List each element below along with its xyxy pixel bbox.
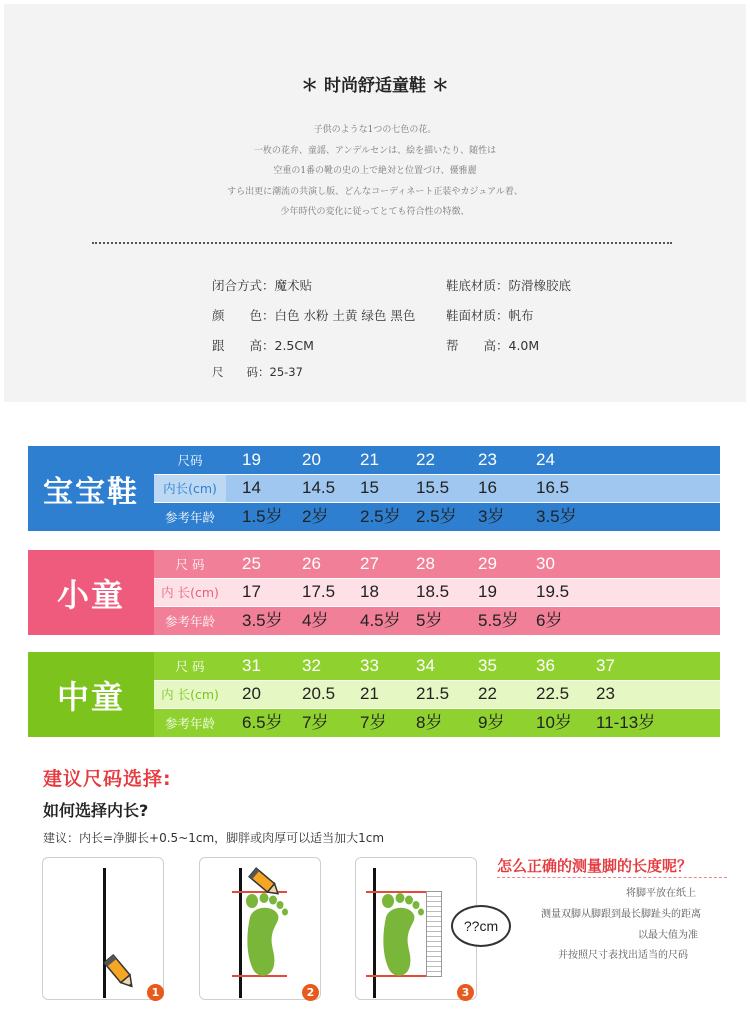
pencil-icon xyxy=(246,866,286,900)
spec-color: 颜 色：白色 水粉 土黄 绿色 黑色 xyxy=(212,308,416,323)
table-cell: 20 xyxy=(302,450,321,469)
table-cell: 34 xyxy=(416,656,435,675)
foot-icon xyxy=(240,891,290,977)
table-cell: 6.5岁 xyxy=(242,713,283,732)
table-cell: 3.5岁 xyxy=(242,611,283,630)
table-cell: 18.5 xyxy=(416,582,450,601)
length-row xyxy=(154,680,720,708)
row-caption: 参考年龄 xyxy=(164,614,215,629)
how-step: 测量双脚从脚跟到最长脚趾头的距离 xyxy=(541,909,701,920)
table-cell: 14.5 xyxy=(302,478,336,497)
table-cell: 4岁 xyxy=(302,611,329,630)
table-cell: 37 xyxy=(596,656,615,675)
table-cell: 23 xyxy=(596,684,615,703)
table-cell: 33 xyxy=(360,656,379,675)
question-underline xyxy=(497,877,727,878)
product-poem xyxy=(4,120,746,223)
size-table-1 xyxy=(28,446,720,531)
how-step: 将脚平放在纸上 xyxy=(626,888,696,899)
table-cell: 21 xyxy=(360,450,379,469)
row-caption: 尺 码 xyxy=(175,659,205,674)
length-row xyxy=(154,474,720,502)
how-step: 并按照尺寸表找出适当的尺码 xyxy=(558,950,688,961)
guide-subtitle: 如何选择内长? xyxy=(43,801,149,820)
table-cell: 2.5岁 xyxy=(416,507,457,526)
step-card-1 xyxy=(42,857,164,1000)
table-cell: 11-13岁 xyxy=(596,713,656,732)
table-cell: 24 xyxy=(536,450,555,469)
table-cell: 2岁 xyxy=(302,507,329,526)
row-caption: 参考年龄 xyxy=(164,716,215,731)
table-cell: 4.5岁 xyxy=(360,611,401,630)
row-caption: 参考年龄 xyxy=(164,510,215,525)
size-table-title: 宝宝鞋 xyxy=(28,446,154,531)
table-cell: 8岁 xyxy=(416,713,443,732)
row-separator xyxy=(154,708,720,709)
table-cell: 15.5 xyxy=(416,478,450,497)
spec-sole: 鞋底材质：防滑橡胶底 xyxy=(446,278,572,293)
measure-bubble: ??cm xyxy=(451,905,511,947)
table-cell: 19.5 xyxy=(536,582,570,601)
poem-line: 一枚の花弁、童謡、アンデルセンは、絵を描いたり、随性は xyxy=(253,145,497,156)
row-caption: 尺码 xyxy=(177,453,203,468)
table-cell: 23 xyxy=(478,450,497,469)
spec-upper: 鞋面材质：帆布 xyxy=(446,308,534,323)
spec-size: 尺 码：25-37 xyxy=(212,365,303,379)
step-number: 2 xyxy=(302,984,319,1001)
table-cell: 26 xyxy=(302,554,321,573)
row-separator xyxy=(154,680,720,681)
table-cell: 35 xyxy=(478,656,497,675)
table-cell: 31 xyxy=(242,656,261,675)
table-cell: 21.5 xyxy=(416,684,450,703)
size-row xyxy=(154,446,720,474)
table-cell: 1.5岁 xyxy=(242,507,283,526)
ruler-icon xyxy=(426,891,442,977)
table-cell: 6岁 xyxy=(536,611,563,630)
table-cell: 30 xyxy=(536,554,555,573)
size-table-title: 中童 xyxy=(28,652,154,737)
row-caption: 内 长(cm) xyxy=(154,680,226,708)
pencil-icon xyxy=(99,950,143,994)
row-caption: 内长(cm) xyxy=(154,474,226,502)
step-number: 1 xyxy=(147,984,164,1001)
table-cell: 14 xyxy=(242,478,261,497)
table-cell: 18 xyxy=(360,582,379,601)
table-cell: 20 xyxy=(242,684,261,703)
how-question: 怎么正确的测量脚的长度呢？ xyxy=(497,857,693,875)
table-cell: 9岁 xyxy=(478,713,505,732)
product-intro-panel xyxy=(4,4,746,402)
table-cell: 5.5岁 xyxy=(478,611,519,630)
table-cell: 32 xyxy=(302,656,321,675)
table-cell: 21 xyxy=(360,684,379,703)
poem-line: 少年時代の変化に従ってとても符合性の特徴、 xyxy=(280,207,470,217)
table-cell: 10岁 xyxy=(536,713,572,732)
length-row xyxy=(154,578,720,606)
poem-line: 子供のような1つの七色の花。 xyxy=(313,125,437,135)
row-caption: 内 长(cm) xyxy=(154,578,226,606)
table-cell: 17 xyxy=(242,582,261,601)
table-cell: 36 xyxy=(536,656,555,675)
age-row xyxy=(154,503,720,531)
table-cell: 7岁 xyxy=(360,713,387,732)
table-cell: 3岁 xyxy=(478,507,505,526)
table-cell: 22 xyxy=(478,684,497,703)
table-cell: 17.5 xyxy=(302,582,336,601)
table-cell: 29 xyxy=(478,554,497,573)
guide-title: 建议尺码选择: xyxy=(43,768,172,790)
table-cell: 22.5 xyxy=(536,684,570,703)
table-cell: 15 xyxy=(360,478,379,497)
guide-advice: 建议：内长=净脚长+0.5~1cm，脚胖或肉厚可以适当加大1cm xyxy=(43,831,385,845)
size-table-2 xyxy=(28,550,720,635)
step-number: 3 xyxy=(457,984,474,1001)
table-cell: 25 xyxy=(242,554,261,573)
spec-shaft: 帮 高：4.0M xyxy=(446,338,540,353)
table-cell: 20.5 xyxy=(302,684,336,703)
how-step: 以最大值为准 xyxy=(638,930,698,941)
step-card-2 xyxy=(199,857,321,1000)
table-cell: 3.5岁 xyxy=(536,507,577,526)
poem-line: 空重の1番の靴の史の上で絶対と位置づけ、優雅麗 xyxy=(273,166,477,176)
table-cell: 28 xyxy=(416,554,435,573)
size-row xyxy=(154,550,720,578)
spec-closure: 闭合方式：魔术贴 xyxy=(212,278,313,293)
table-cell: 27 xyxy=(360,554,379,573)
row-separator xyxy=(154,502,720,503)
size-table-3 xyxy=(28,652,720,737)
age-row xyxy=(154,709,720,737)
poem-line: すら出更に潮流の共演し版、どんなコーディネート正装やカジュアル着、 xyxy=(227,186,523,197)
table-cell: 16 xyxy=(478,478,497,497)
table-cell: 2.5岁 xyxy=(360,507,401,526)
spec-heel: 跟 高：2.5CM xyxy=(212,338,314,353)
size-row xyxy=(154,652,720,680)
table-cell: 22 xyxy=(416,450,435,469)
age-row xyxy=(154,607,720,635)
table-cell: 5岁 xyxy=(416,611,443,630)
row-separator xyxy=(154,578,720,579)
product-title: ＊ 时尚舒适童鞋 ＊ xyxy=(301,76,449,96)
size-table-title: 小童 xyxy=(28,550,154,635)
table-cell: 19 xyxy=(242,450,261,469)
row-separator xyxy=(154,474,720,475)
table-cell: 16.5 xyxy=(536,478,570,497)
dotted-divider xyxy=(92,242,672,244)
table-cell: 7岁 xyxy=(302,713,329,732)
foot-icon xyxy=(376,891,426,977)
row-separator xyxy=(154,606,720,607)
table-cell: 19 xyxy=(478,582,497,601)
row-caption: 尺 码 xyxy=(175,557,205,572)
